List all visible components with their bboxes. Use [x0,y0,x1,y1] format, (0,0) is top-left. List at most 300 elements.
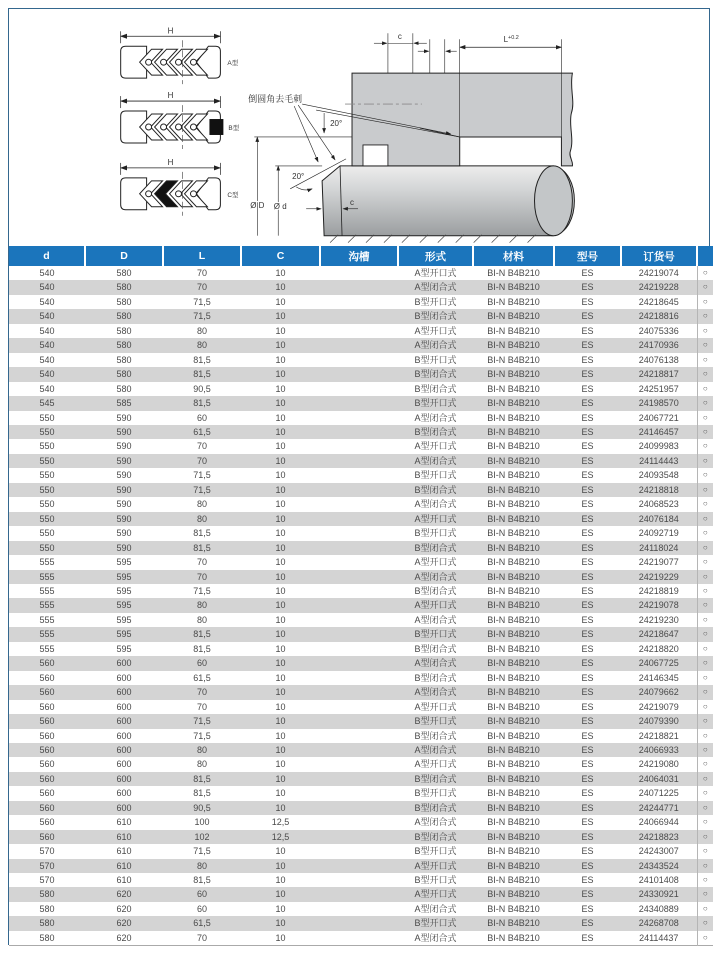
table-cell: 71,5 [193,716,211,727]
table-cell: ES [581,426,594,437]
table-cell [320,700,398,714]
table-cell [320,873,398,887]
table-cell: A型闭合式 [414,932,457,943]
table-cell: 10 [275,513,286,524]
table-cell: 580 [116,296,132,307]
availability-circle: ○ [697,454,713,468]
table-cell: 580 [116,383,132,394]
availability-circle: ○ [697,570,713,584]
table-cell: 24218817 [638,369,679,380]
table-cell: ES [581,889,594,900]
table-cell: 600 [116,773,132,784]
deburr-note: 倒圆角去毛刺 [248,94,303,105]
table-cell: 71,5 [193,585,211,596]
availability-circle: ○ [697,483,713,497]
table-cell: B型闭合式 [414,802,457,813]
availability-circle: ○ [697,786,713,800]
table-cell: 10 [275,730,286,741]
header-cell-D: D [85,246,163,266]
table-cell [320,743,398,757]
table-cell: A型闭合式 [414,817,457,828]
table-cell: 590 [116,499,132,510]
table-cell: 12,5 [271,817,290,828]
table-cell [320,598,398,612]
table-cell: 555 [39,629,55,640]
table-cell: 80 [196,340,207,351]
table-row [9,280,713,294]
availability-circle: ○ [697,887,713,901]
table-cell: 580 [116,282,132,293]
table-cell: 540 [39,354,55,365]
table-cell: 80 [196,759,207,770]
housing-notch [363,145,388,166]
table-cell: ES [581,903,594,914]
availability-circle: ○ [697,743,713,757]
spec-table [9,246,713,946]
table-cell: 81,5 [193,629,211,640]
table-cell [320,902,398,916]
table-cell: B型开口式 [414,788,457,799]
table-cell: 610 [116,860,132,871]
table-row [9,801,713,815]
table-cell: 595 [116,600,132,611]
table-row [9,425,713,439]
table-cell: 595 [116,614,132,625]
table-cell: ES [581,282,594,293]
table-cell: BI-N B4B210 [487,513,540,524]
table-cell: 61,5 [193,426,211,437]
table-cell: 600 [116,716,132,727]
table-row [9,830,713,844]
table-cell: 24092719 [638,528,679,539]
table-cell: A型闭合式 [414,455,457,466]
table-cell: BI-N B4B210 [487,875,540,886]
table-cell: 100 [194,817,210,828]
table-cell: B型开口式 [414,629,457,640]
table-row [9,483,713,497]
table-row [9,367,713,381]
table-cell: ES [581,600,594,611]
dim-H-label: H [167,157,174,167]
table-cell: ES [581,571,594,582]
table-cell: B型开口式 [414,296,457,307]
table-cell: ES [581,484,594,495]
table-cell: 555 [39,585,55,596]
availability-circle: ○ [697,584,713,598]
table-cell: 24079390 [638,716,679,727]
dim-H-label: H [167,26,174,36]
table-cell: ES [581,542,594,553]
table-cell: 24198570 [638,398,679,409]
angle-side-label: 20° [292,171,305,181]
table-cell [320,512,398,526]
table-cell: 10 [275,846,286,857]
table-cell: BI-N B4B210 [487,340,540,351]
table-cell: A型开口式 [414,860,457,871]
table-cell [320,584,398,598]
availability-circle: ○ [697,512,713,526]
availability-circle: ○ [697,309,713,323]
table-cell: 81,5 [193,875,211,886]
table-cell: B型闭合式 [414,831,457,842]
table-cell: BI-N B4B210 [487,325,540,336]
table-cell: A型开口式 [414,889,457,900]
table-cell: 10 [275,643,286,654]
table-cell: 620 [116,903,132,914]
table-cell: 80 [196,499,207,510]
table-cell: 61,5 [193,918,211,929]
table-cell: 600 [116,744,132,755]
table-cell: 590 [116,484,132,495]
availability-circle: ○ [697,497,713,511]
availability-circle: ○ [697,729,713,743]
table-cell: 10 [275,398,286,409]
availability-circle: ○ [697,772,713,786]
table-cell: 24218823 [638,831,679,842]
table-cell: ES [581,730,594,741]
table-cell: A型闭合式 [414,412,457,423]
table-cell: 560 [39,744,55,755]
table-cell: A型闭合式 [414,340,457,351]
table-cell: 580 [116,340,132,351]
table-cell: BI-N B4B210 [487,296,540,307]
table-cell: 555 [39,571,55,582]
availability-circle: ○ [697,844,713,858]
table-cell: 70 [196,932,207,943]
table-row [9,526,713,540]
table-cell: 595 [116,629,132,640]
table-row [9,468,713,482]
table-cell: 71,5 [193,730,211,741]
table-cell: ES [581,744,594,755]
table-cell: 600 [116,788,132,799]
dim-L-label: $L^{+0.2}$ [503,35,519,45]
availability-circle: ○ [697,627,713,641]
table-cell: 24071225 [638,788,679,799]
table-cell: 595 [116,643,132,654]
table-cell: 10 [275,889,286,900]
table-cell: 71,5 [193,311,211,322]
table-cell: 540 [39,325,55,336]
dim-rod-label: Ø d [273,201,287,211]
table-cell: BI-N B4B210 [487,470,540,481]
table-row [9,512,713,526]
table-cell: 590 [116,426,132,437]
table-cell: BI-N B4B210 [487,398,540,409]
table-cell: BI-N B4B210 [487,484,540,495]
table-row [9,570,713,584]
table-cell: BI-N B4B210 [487,802,540,813]
table-cell: 81,5 [193,398,211,409]
table-cell: 10 [275,860,286,871]
table-cell: 81,5 [193,528,211,539]
availability-circle: ○ [697,714,713,728]
table-cell: 80 [196,744,207,755]
table-cell: 24219078 [638,600,679,611]
table-cell [320,425,398,439]
table-cell: 10 [275,629,286,640]
table-cell: 12,5 [271,831,290,842]
table-cell: 610 [116,831,132,842]
table-cell: ES [581,311,594,322]
availability-circle: ○ [697,613,713,627]
table-row [9,743,713,757]
table-cell: A型闭合式 [414,571,457,582]
table-cell: 10 [275,875,286,886]
profile-B [121,91,240,149]
availability-circle: ○ [697,425,713,439]
table-cell: 580 [39,889,55,900]
table-cell: 10 [275,282,286,293]
table-cell [320,830,398,844]
table-cell [320,309,398,323]
table-cell: B型闭合式 [414,369,457,380]
table-cell: 10 [275,614,286,625]
profile-C-label: C型 [227,191,239,199]
table-cell: 24219074 [638,268,679,278]
availability-circle: ○ [697,396,713,410]
table-row [9,931,713,946]
table-cell: 540 [39,369,55,380]
table-cell: 80 [196,600,207,611]
table-cell: 10 [275,701,286,712]
table-cell: A型开口式 [414,513,457,524]
table-cell: 90,5 [193,802,211,813]
table-cell: 10 [275,383,286,394]
table-cell: ES [581,325,594,336]
table-cell: 620 [116,918,132,929]
table-cell: 555 [39,614,55,625]
table-row [9,700,713,714]
table-cell: 580 [116,369,132,380]
table-cell: B型开口式 [414,470,457,481]
table-cell: 600 [116,701,132,712]
table-cell: 80 [196,860,207,871]
table-cell: 60 [196,889,207,900]
table-cell: 600 [116,672,132,683]
table-cell: B型开口式 [414,716,457,727]
table-row [9,613,713,627]
table-cell [320,526,398,540]
table-cell: 80 [196,614,207,625]
table-cell: 24101408 [638,875,679,886]
availability-circle: ○ [697,526,713,540]
table-cell: 10 [275,759,286,770]
table-cell: 550 [39,542,55,553]
table-cell [320,483,398,497]
table-cell: ES [581,643,594,654]
table-cell: BI-N B4B210 [487,629,540,640]
table-cell [320,468,398,482]
table-cell: 555 [39,643,55,654]
table-cell: 600 [116,687,132,698]
header-cell-C: C [241,246,320,266]
page-frame [8,8,710,945]
table-cell: BI-N B4B210 [487,412,540,423]
table-cell: 81,5 [193,354,211,365]
table-row [9,685,713,699]
table-cell: 10 [275,268,286,278]
table-cell: 24076184 [638,513,679,524]
table-cell [320,656,398,670]
table-cell [320,454,398,468]
table-row [9,324,713,338]
table-cell [320,338,398,352]
table-cell: 10 [275,499,286,510]
availability-circle: ○ [697,916,713,930]
table-cell: A型开口式 [414,441,457,452]
table-cell [320,859,398,873]
table-cell: ES [581,759,594,770]
table-row [9,887,713,901]
table-cell: 540 [39,296,55,307]
table-cell: 10 [275,412,286,423]
table-cell [320,382,398,396]
table-cell: 590 [116,412,132,423]
table-row [9,338,713,352]
table-row [9,266,713,280]
table-cell: ES [581,441,594,452]
table-cell: 81,5 [193,773,211,784]
header-cell-status [697,246,713,266]
availability-circle: ○ [697,439,713,453]
availability-circle: ○ [697,541,713,555]
table-cell [320,613,398,627]
table-cell: 24068523 [638,499,679,510]
table-cell: 10 [275,542,286,553]
table-cell: 610 [116,875,132,886]
table-cell: 80 [196,325,207,336]
table-cell: 10 [275,802,286,813]
table-cell: 620 [116,889,132,900]
table-row [9,541,713,555]
table-cell: 560 [39,759,55,770]
table-cell: 550 [39,441,55,452]
availability-circle: ○ [697,656,713,670]
table-cell: 24219079 [638,701,679,712]
table-row [9,656,713,670]
header-cell-订货号: 订货号 [621,246,697,266]
table-cell: 600 [116,658,132,669]
table-cell: 60 [196,903,207,914]
table-cell: ES [581,354,594,365]
table-cell: ES [581,296,594,307]
table-cell: ES [581,716,594,727]
table-cell: 10 [275,571,286,582]
table-cell: BI-N B4B210 [487,369,540,380]
table-cell: 560 [39,831,55,842]
table-cell: BI-N B4B210 [487,614,540,625]
table-cell: 24066933 [638,744,679,755]
dim-H-label: H [167,91,174,101]
table-cell: ES [581,701,594,712]
table-cell: 610 [116,846,132,857]
table-cell: 81,5 [193,369,211,380]
table-cell: 540 [39,311,55,322]
table-cell: BI-N B4B210 [487,311,540,322]
table-cell: BI-N B4B210 [487,889,540,900]
table-cell: ES [581,932,594,943]
table-cell: B型闭合式 [414,311,457,322]
table-cell: BI-N B4B210 [487,672,540,683]
table-cell: 24243007 [638,846,679,857]
table-cell: ES [581,846,594,857]
header-cell-形式: 形式 [398,246,473,266]
table-cell: 580 [116,325,132,336]
table-cell: 550 [39,426,55,437]
table-cell: 10 [275,773,286,784]
table-cell: B型开口式 [414,918,457,929]
table-cell: 590 [116,513,132,524]
table-row [9,859,713,873]
table-cell: ES [581,875,594,886]
table-cell: 10 [275,311,286,322]
table-cell: 24079662 [638,687,679,698]
table-cell: 24218819 [638,585,679,596]
table-cell: A型闭合式 [414,499,457,510]
table-cell: ES [581,412,594,423]
table-cell [320,714,398,728]
table-cell: ES [581,398,594,409]
table-cell: B型闭合式 [414,773,457,784]
table-cell: BI-N B4B210 [487,528,540,539]
table-cell: 580 [116,311,132,322]
table-cell: 10 [275,932,286,943]
table-cell: BI-N B4B210 [487,773,540,784]
table-cell: BI-N B4B210 [487,788,540,799]
table-cell: 81,5 [193,643,211,654]
table-cell: 24330921 [638,889,679,900]
table-cell: BI-N B4B210 [487,759,540,770]
dim-bore-label: Ø D [250,200,265,210]
availability-circle: ○ [697,555,713,569]
table-cell [320,497,398,511]
table-cell: ES [581,629,594,640]
table-cell: 24218821 [638,730,679,741]
table-cell [320,887,398,901]
table-cell: 24219230 [638,614,679,625]
table-cell: 560 [39,802,55,813]
table-cell [320,729,398,743]
table-cell: 550 [39,455,55,466]
table-cell: 24219228 [638,282,679,293]
table-cell: 10 [275,369,286,380]
table-cell: ES [581,268,594,278]
table-row [9,627,713,641]
availability-circle: ○ [697,931,713,946]
table-cell: BI-N B4B210 [487,643,540,654]
table-cell: 580 [116,354,132,365]
table-cell: ES [581,802,594,813]
header-cell-材料: 材料 [473,246,554,266]
table-cell: ES [581,687,594,698]
table-cell: 61,5 [193,672,211,683]
table-cell: 540 [39,282,55,293]
availability-circle: ○ [697,642,713,656]
table-cell: 71,5 [193,296,211,307]
table-cell: 70 [196,441,207,452]
table-cell: B型开口式 [414,528,457,539]
table-row [9,497,713,511]
table-cell [320,266,398,280]
availability-circle: ○ [697,324,713,338]
table-cell: 10 [275,484,286,495]
table-cell: 10 [275,903,286,914]
table-cell: 550 [39,499,55,510]
table-cell: 80 [196,513,207,524]
table-cell: 10 [275,340,286,351]
table-cell: 560 [39,773,55,784]
